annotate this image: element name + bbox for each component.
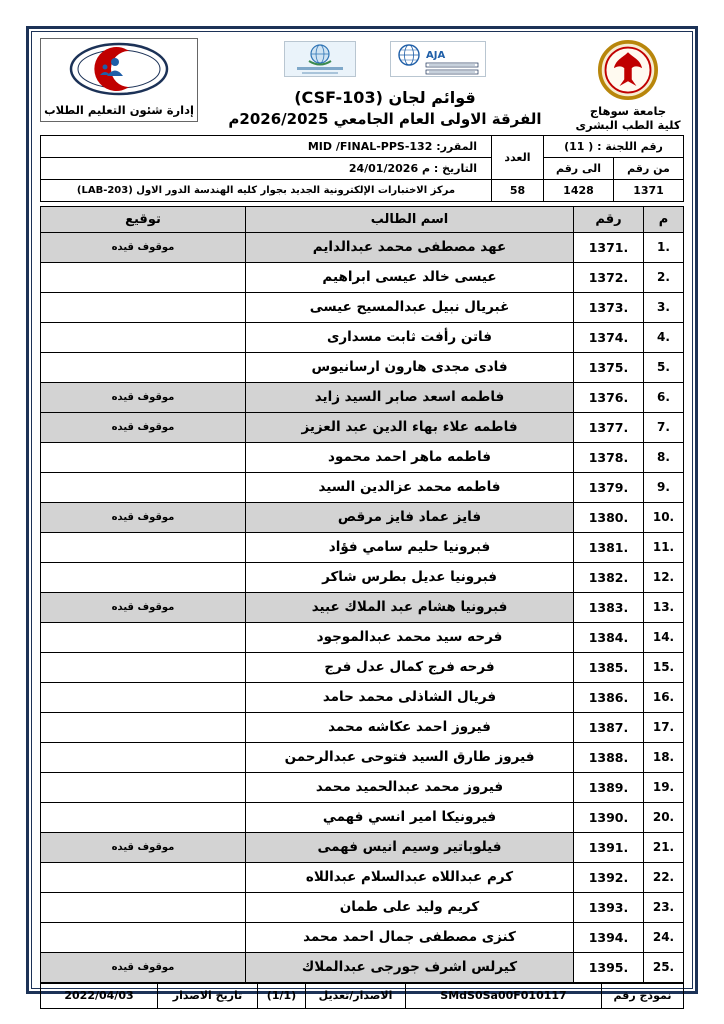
title-block: [198, 38, 572, 128]
faculty-name: كلية الطب البشرى: [575, 118, 681, 133]
row-serial: 9.: [644, 472, 684, 502]
revision-label: الاصدار/تعديل: [306, 983, 406, 1008]
row-name: فيروز احمد عكاشه محمد: [246, 712, 574, 742]
row-signature: موقوف قيده: [41, 832, 246, 862]
row-serial: 25.: [644, 952, 684, 982]
row-serial: 14.: [644, 622, 684, 652]
row-serial: 21.: [644, 832, 684, 862]
row-number: 1391.: [574, 832, 644, 862]
row-signature: [41, 772, 246, 802]
row-number: 1388.: [574, 742, 644, 772]
table-row: [41, 622, 684, 652]
row-name: عيسى خالد عيسى ابراهيم: [246, 262, 574, 292]
form-number-label: نموذج رقم: [602, 983, 684, 1008]
row-serial: 16.: [644, 682, 684, 712]
row-serial: 8.: [644, 442, 684, 472]
row-name: فاطمه محمد عزالدين السيد: [246, 472, 574, 502]
count-value: 58: [491, 179, 543, 201]
row-signature: [41, 922, 246, 952]
table-row: [41, 412, 684, 442]
row-signature: [41, 712, 246, 742]
document-subtitle: الفرقة الاولى العام الجامعي 2026/2025م: [228, 110, 542, 128]
row-serial: 17.: [644, 712, 684, 742]
to-number-label: الى رقم: [543, 157, 613, 179]
row-signature: موقوف قيده: [41, 382, 246, 412]
university-block: [572, 38, 684, 133]
course-cell: [41, 135, 492, 157]
row-serial: 7.: [644, 412, 684, 442]
table-row: [41, 532, 684, 562]
header-signature: توقيع: [41, 206, 246, 232]
row-signature: موقوف قيده: [41, 412, 246, 442]
row-name: فرحه سيد محمد عبدالموجود: [246, 622, 574, 652]
row-name: فاطمه علاء بهاء الدين عبد العزيز: [246, 412, 574, 442]
from-number-label: من رقم: [614, 157, 684, 179]
form-footer-table: [40, 983, 684, 1009]
table-row: [41, 352, 684, 382]
department-name: إدارة شئون التعليم الطلاب: [44, 103, 194, 117]
row-number: 1376.: [574, 382, 644, 412]
table-row: [41, 322, 684, 352]
row-signature: [41, 442, 246, 472]
row-name: فيروز محمد عبدالحميد محمد: [246, 772, 574, 802]
row-serial: 19.: [644, 772, 684, 802]
row-number: 1381.: [574, 532, 644, 562]
table-row: [41, 802, 684, 832]
row-name: فيلوباتير وسيم انيس فهمى: [246, 832, 574, 862]
course-label: المقرر:: [436, 139, 477, 153]
table-row: [41, 382, 684, 412]
row-number: 1375.: [574, 352, 644, 382]
row-name: فبرونيا حليم سامي فؤاد: [246, 532, 574, 562]
table-row: [41, 892, 684, 922]
row-signature: [41, 862, 246, 892]
row-signature: [41, 292, 246, 322]
row-number: 1373.: [574, 292, 644, 322]
row-serial: 6.: [644, 382, 684, 412]
sohag-university-logo-icon: [598, 40, 658, 104]
row-name: فيرونيكا امير انسي فهمي: [246, 802, 574, 832]
row-name: فادى مجدى هارون ارسانيوس: [246, 352, 574, 382]
row-number: 1382.: [574, 562, 644, 592]
date-value: 24/01/2026 م: [348, 161, 430, 175]
row-number: 1374.: [574, 322, 644, 352]
row-number: 1384.: [574, 622, 644, 652]
row-number: 1379.: [574, 472, 644, 502]
table-row: [41, 712, 684, 742]
row-name: عهد مصطفى محمد عبدالدايم: [246, 232, 574, 262]
row-serial: 12.: [644, 562, 684, 592]
university-name: جامعة سوهاج: [589, 104, 667, 118]
row-serial: 5.: [644, 352, 684, 382]
row-signature: [41, 532, 246, 562]
row-signature: [41, 262, 246, 292]
aja-certification-icon: [390, 41, 486, 81]
row-signature: [41, 322, 246, 352]
table-row: [41, 232, 684, 262]
row-signature: [41, 802, 246, 832]
row-number: 1371.: [574, 232, 644, 262]
row-serial: 2.: [644, 262, 684, 292]
table-row: [41, 682, 684, 712]
row-name: فبرونيا هشام عبد الملاك عبيد: [246, 592, 574, 622]
table-row: [41, 502, 684, 532]
table-row: [41, 652, 684, 682]
row-signature: [41, 892, 246, 922]
row-signature: [41, 472, 246, 502]
row-serial: 3.: [644, 292, 684, 322]
row-number: 1395.: [574, 952, 644, 982]
row-name: كيرلس اشرف جورجى عبدالملاك: [246, 952, 574, 982]
row-name: فيروز طارق السيد فتوحى عبدالرحمن: [246, 742, 574, 772]
row-name: فاتن رأفت ثابت مسدارى: [246, 322, 574, 352]
row-name: فريال الشاذلى محمد حامد: [246, 682, 574, 712]
row-number: 1387.: [574, 712, 644, 742]
date-cell: [41, 157, 492, 179]
count-label-cell: العدد: [491, 135, 543, 179]
row-signature: [41, 352, 246, 382]
page-border-frame: [26, 26, 698, 1003]
header-number: رقم: [574, 206, 644, 232]
table-row: [41, 262, 684, 292]
row-number: 1390.: [574, 802, 644, 832]
date-label: التاريخ :: [433, 161, 477, 175]
committee-number-cell: رقم اللجنة : ( 11): [543, 135, 683, 157]
row-signature: [41, 622, 246, 652]
table-row: [41, 862, 684, 892]
row-serial: 1.: [644, 232, 684, 262]
row-name: كريم وليد على طمان: [246, 892, 574, 922]
table-row: [41, 922, 684, 952]
row-name: فايز عماد فايز مرقص: [246, 502, 574, 532]
row-name: كنزى مصطفى جمال احمد محمد: [246, 922, 574, 952]
row-number: 1378.: [574, 442, 644, 472]
row-number: 1386.: [574, 682, 644, 712]
document-title: قوائم لجان (CSF-103): [294, 88, 476, 107]
course-value: MID /FINAL-PPS-132: [307, 139, 433, 153]
row-number: 1392.: [574, 862, 644, 892]
row-number: 1389.: [574, 772, 644, 802]
row-name: فبرونيا عديل بطرس شاكر: [246, 562, 574, 592]
row-serial: 18.: [644, 742, 684, 772]
table-row: [41, 292, 684, 322]
issue-date-value: 2022/04/03: [41, 983, 158, 1008]
students-table: [40, 206, 684, 983]
row-serial: 22.: [644, 862, 684, 892]
row-signature: موقوف قيده: [41, 502, 246, 532]
table-row: [41, 832, 684, 862]
row-signature: موقوف قيده: [41, 952, 246, 982]
table-row: [41, 442, 684, 472]
row-name: فرحه فرج كمال عدل فرج: [246, 652, 574, 682]
form-number-value: SMdS0Sa00F010117: [406, 983, 602, 1008]
table-header-row: [41, 206, 684, 232]
from-number-value: 1371: [614, 179, 684, 201]
row-number: 1393.: [574, 892, 644, 922]
table-row: [41, 592, 684, 622]
table-row: [41, 472, 684, 502]
row-serial: 4.: [644, 322, 684, 352]
department-block: [40, 38, 198, 122]
row-signature: [41, 682, 246, 712]
row-serial: 24.: [644, 922, 684, 952]
header-student-name: اسم الطالب: [246, 206, 574, 232]
row-signature: [41, 562, 246, 592]
row-number: 1394.: [574, 922, 644, 952]
row-number: 1383.: [574, 592, 644, 622]
header-serial: م: [644, 206, 684, 232]
row-serial: 20.: [644, 802, 684, 832]
table-row: [41, 562, 684, 592]
row-name: كرم عبداللاه عبدالسلام عبداللاه: [246, 862, 574, 892]
exam-location: مركز الاختبارات الإلكترونية الجديد بجوار كليه الهندسة الدور الاول (LAB-203): [41, 179, 492, 201]
table-row: [41, 952, 684, 982]
row-signature: [41, 652, 246, 682]
row-name: فاطمه ماهر احمد محمود: [246, 442, 574, 472]
row-serial: 11.: [644, 532, 684, 562]
row-signature: [41, 742, 246, 772]
document-header: [40, 38, 684, 133]
education-affairs-logo-icon: [69, 42, 169, 100]
row-serial: 10.: [644, 502, 684, 532]
row-name: غبريال نبيل عبدالمسيح عيسى: [246, 292, 574, 322]
egac-certification-icon: [284, 41, 356, 81]
table-row: [41, 772, 684, 802]
issue-date-label: تاريخ الاصدار: [158, 983, 258, 1008]
row-number: 1385.: [574, 652, 644, 682]
row-serial: 13.: [644, 592, 684, 622]
row-signature: موقوف قيده: [41, 592, 246, 622]
row-number: 1372.: [574, 262, 644, 292]
row-signature: موقوف قيده: [41, 232, 246, 262]
row-number: 1380.: [574, 502, 644, 532]
row-serial: 23.: [644, 892, 684, 922]
to-number-value: 1428: [543, 179, 613, 201]
table-row: [41, 742, 684, 772]
row-number: 1377.: [574, 412, 644, 442]
svg-text:AJA: AJA: [426, 50, 446, 61]
row-serial: 15.: [644, 652, 684, 682]
committee-info-table: [40, 135, 684, 202]
revision-value: (1/1): [258, 983, 306, 1008]
certification-logos: [284, 41, 486, 81]
row-name: فاطمه اسعد صابر السيد زايد: [246, 382, 574, 412]
student-table-body: [41, 206, 684, 982]
